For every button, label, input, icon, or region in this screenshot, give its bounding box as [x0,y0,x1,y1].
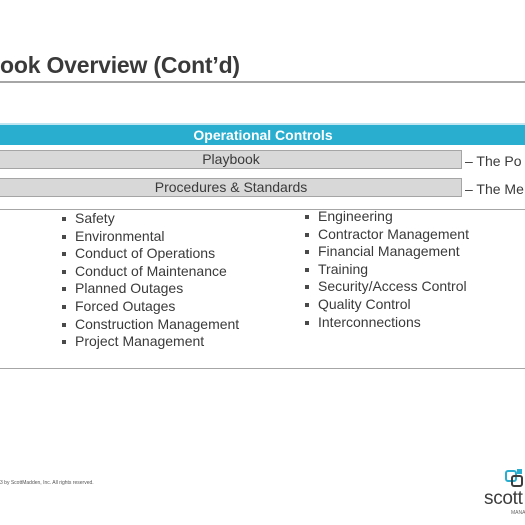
bullet-icon [62,323,66,327]
list-item: Engineering [305,208,469,226]
bullet-icon [62,252,66,256]
list-item: Environmental [62,228,239,246]
right-topic-list [305,208,469,331]
bullet-icon [305,215,309,219]
operational-controls-header [0,123,525,145]
bullet-icon [305,268,309,272]
logo-wordmark: scott [484,488,523,509]
bullet-icon [62,270,66,274]
logo-tagline: MANA [511,510,525,516]
list-item: Quality Control [305,296,469,314]
list-item: Training [305,261,469,279]
bullet-icon [305,250,309,254]
list-item: Construction Management [62,316,239,334]
scottmadden-logo-icon [504,468,525,490]
list-item: Financial Management [305,243,469,261]
playbook-label: Playbook [202,151,260,167]
list-item: Safety [62,210,239,228]
bullet-icon [305,233,309,237]
procedures-note: – The Me [465,181,524,197]
list-item: Planned Outages [62,280,239,298]
copyright-footer: 3 by ScottMadden, Inc. All rights reserved. [0,480,94,486]
playbook-note: – The Po [465,153,522,169]
left-topic-list [62,210,239,351]
bullet-icon [305,321,309,325]
title-divider [0,81,525,83]
list-item: Contractor Management [305,226,469,244]
list-item: Conduct of Operations [62,245,239,263]
list-item: Interconnections [305,314,469,332]
bullet-icon [62,235,66,239]
bullet-icon [62,287,66,291]
list-item: Security/Access Control [305,278,469,296]
bullet-icon [62,305,66,309]
playbook-layer [0,150,462,169]
bullet-icon [305,303,309,307]
procedures-layer [0,178,462,197]
header-label: Operational Controls [193,127,333,143]
list-item: Project Management [62,333,239,351]
list-box-bottom-border [0,368,525,369]
slide-title: ook Overview (Cont’d) [0,52,240,78]
procedures-label: Procedures & Standards [154,179,308,195]
bullet-icon [305,285,309,289]
list-item: Forced Outages [62,298,239,316]
bullet-icon [62,217,66,221]
bullet-icon [62,340,66,344]
list-item: Conduct of Maintenance [62,263,239,281]
